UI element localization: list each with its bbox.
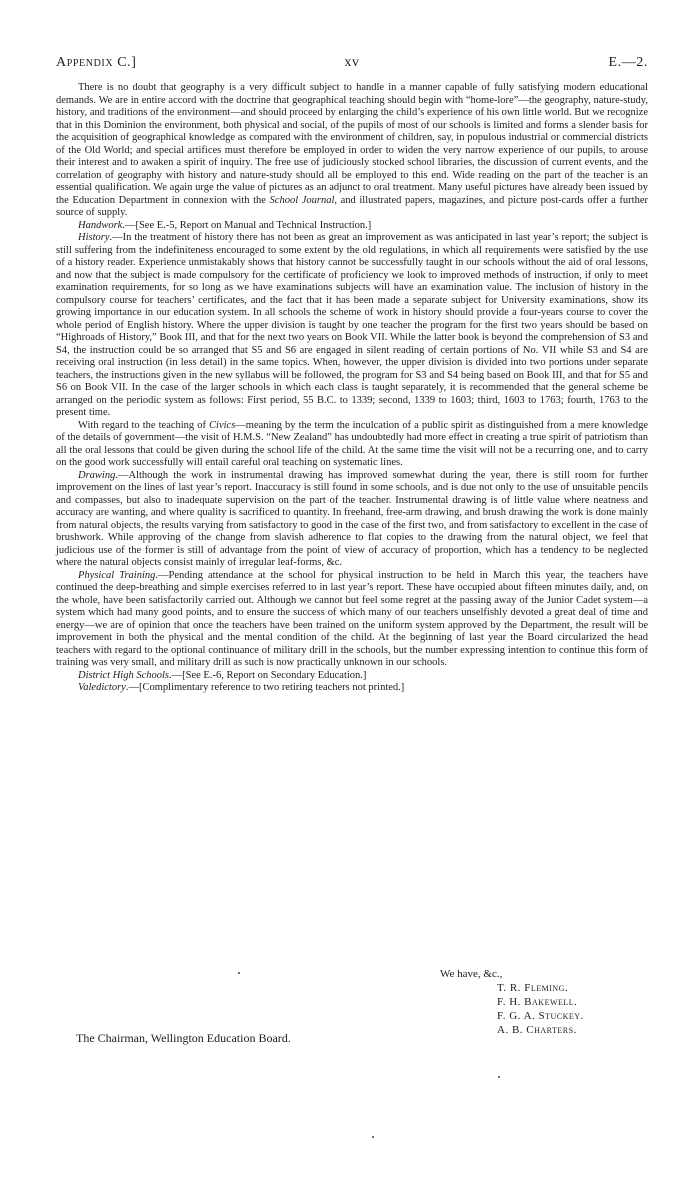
paragraph-history [56,232,648,420]
paragraph-text: .—Although the work in instrumental drawing has improved somewhat during the year, there is still room for further improvement on the lines of last year’s report. Inaccuracy is still found in some schools, and is due not only to the use of unsuitable pencils and compasses, but also to inadequate supervision on the part of the teacher. Instrumental drawing is of little value where neatness and accuracy are wanting, and where quality is sacrificed to quantity. In freehand, free-arm drawing, and brush drawing the work is done mainly from natural objects, the results varying from satisfactory to good in the case of the first two, and from satisfactory to excellent in the case of brushwork. While approving of the change from slavish adherence to flat copies to the drawing from the natural object, we feel that judicious use of the former is still of advantage from the point of view of accuracy of proportion, which has a tendency to be neglected where the natural objects consist mainly of irregular leaf-forms, &c. [56,469,648,568]
italic-heading: Handwork [78,219,123,231]
paragraph-text: .—[Complimentary reference to two retiring teachers not printed.] [125,682,405,693]
paragraph-geography [56,82,648,220]
italic-heading: Drawing [78,469,116,481]
header-page-number: xv [344,55,360,70]
signatory-stuckey: F. G. A. Stuckey. [497,1010,584,1022]
italic-heading: School Journal [269,194,335,206]
paragraph-text: .—[See E.-5, Report on Manual and Technical Instruction.] [122,219,372,231]
paragraph-text: There is no doubt that geography is a very difficult subject to handle in a manner capable of fully satisfying modern educational demands. We are in entire accord with the doctrine that geographical teaching should begin with “home-lore”—the geography, nature-study, history, and traditions of the environment—and should proceed by enlarging the child’s experience of his own little world. But we recognize that in this Dominion the environment, both physical and social, of the pupils of most of our schools is limited and forms a slender basis for the acquisition of geographical knowledge as compared with the environment of children, say, in populous industrial or commercial districts of the Old World; and special artifices must therefore be employed in order to widen the very narrow experience of our pupils, to arouse their interest and to awaken a spirit of inquiry. The free use of judiciously stocked school libraries, the discussion of current events, and the correlation of geography with history and nature-study should all be employed to this end. Wide reading on the part of the teacher is an essential qualification. We again urge the value of pictures as an adjunct to oral treatment. Many useful pictures have already been issued by the Education Department in connexion with the [56,82,648,206]
report-body [56,82,648,695]
paragraph-text: —meaning by the term the inculcation of a public spirit as distinguished from a mere knowledge of the details of government—the visit of H.M.S. “New Zealand” has undoubtedly had more effect in creating a true spirit of patriotism than all the oral lessons that could be given during the school life of the child. At the same time the visit will not be a recurring one, and to carry on the good work successfully will entail careful oral teaching on systematic lines. [56,419,648,468]
header-series: E.—2. [608,55,648,70]
italic-heading: Physical Training [78,569,156,581]
paragraph-handwork [56,220,648,233]
italic-heading: Valedictory [78,682,126,693]
paragraph-text: With regard to the teaching of [78,419,210,431]
italic-heading: District High Schools [78,669,169,681]
signoff-we-have: We have, &c., [440,968,503,980]
paragraph-district [56,670,648,683]
italic-heading: Civics [209,419,236,431]
signatories [497,981,584,1037]
paragraph-text: , and illustrated papers, magazines, and picture post-cards offer a further source of supply. [56,194,648,218]
ink-speck [498,1076,500,1078]
paragraph-text: .—Pending attendance at the school for physical instruction to be held in March this year, the teachers have continued the deep-breathing and simple exercises referred to in last year’s report. These have occupied about fifteen minutes daily, and, on the whole, have been satisfactorily carried out. Although we cannot but feel some regret at the passing away of the Junior Cadet system—a system which had many good points, and to ensure the success of which many of our teachers unselfishly devoted a great deal of time and energy—we are of opinion that once the teachers have been trained on the uniform system approved by the Department, the result will be improvement in both the physical and the mental condition of the child. At the beginning of last year the Board circularized the head teachers with regard to the optional continuance of military drill in the schools, but the number expressing intention to continue this form of training was very small, and military drill as such is now practically unknown in our schools. [56,569,648,668]
page-header [56,55,648,75]
italic-heading: History [78,232,110,243]
paragraph-physical [56,570,648,670]
ink-speck [372,1136,374,1138]
paragraph-valedictory [56,682,648,695]
paragraph-drawing [56,470,648,570]
addressee: The Chairman, Wellington Education Board. [76,1031,291,1045]
paragraph-civics [56,420,648,470]
signatory-fleming: T. R. Fleming. [497,982,569,994]
ink-speck [238,972,240,974]
paragraph-text: .—In the treatment of history there has not been as great an improvement as was anticipated in last year’s report; the subject is still suffering from the indefiniteness encouraged to some extent by the old regulations, in which all requirements were satisfied by the use of a history reader. Experience unmistakably shows that history cannot be successfully taught in our schools without the aid of oral lessons, and now that the subject is made compulsory for the certificate of proficiency we look to improved methods of instruction, if only to meet examination requirements, for so long as we have examinations subjects will have an examination value. The inclusion of history in the compulsory course for teachers’ certificates, and the fact that it has been made a separate subject for University examinations, show its growing importance in our education system. In all schools the scheme of work in history should provide a four-years course to cover the whole period of English history. Where the upper division is taught by one teacher the program for the first two years should be based on “Highroads of History,” Book III, and that for the next two years on Book VII. While the latter book is beyond the comprehension of S3 and S4, the instruction could be so arranged that S5 and S6 are engaged in silent reading of certain portions of No. VII while S3 and S4 are receiving oral instruction (in less detail) in the same topics. When, however, the upper division is divided into two portions under separate teachers, the instructions given in the new syllabus will be followed, the program for S3 and S4 being based on Book III, and that for S5 and S6 on Book VII. In the case of the larger schools in which each class is taught separately, it is recommended that the general scheme be arranged on the periodic system as follows: First period, 55 B.C. to 1339; second, 1339 to 1603; third, 1603 to 1763; fourth, 1763 to the present time. [56,232,648,418]
paragraph-text: .—[See E.-6, Report on Secondary Education.] [169,669,367,681]
header-appendix: Appendix C.] [56,55,137,70]
signatory-charters: A. B. Charters. [497,1024,577,1036]
signatory-bakewell: F. H. Bakewell. [497,996,578,1008]
